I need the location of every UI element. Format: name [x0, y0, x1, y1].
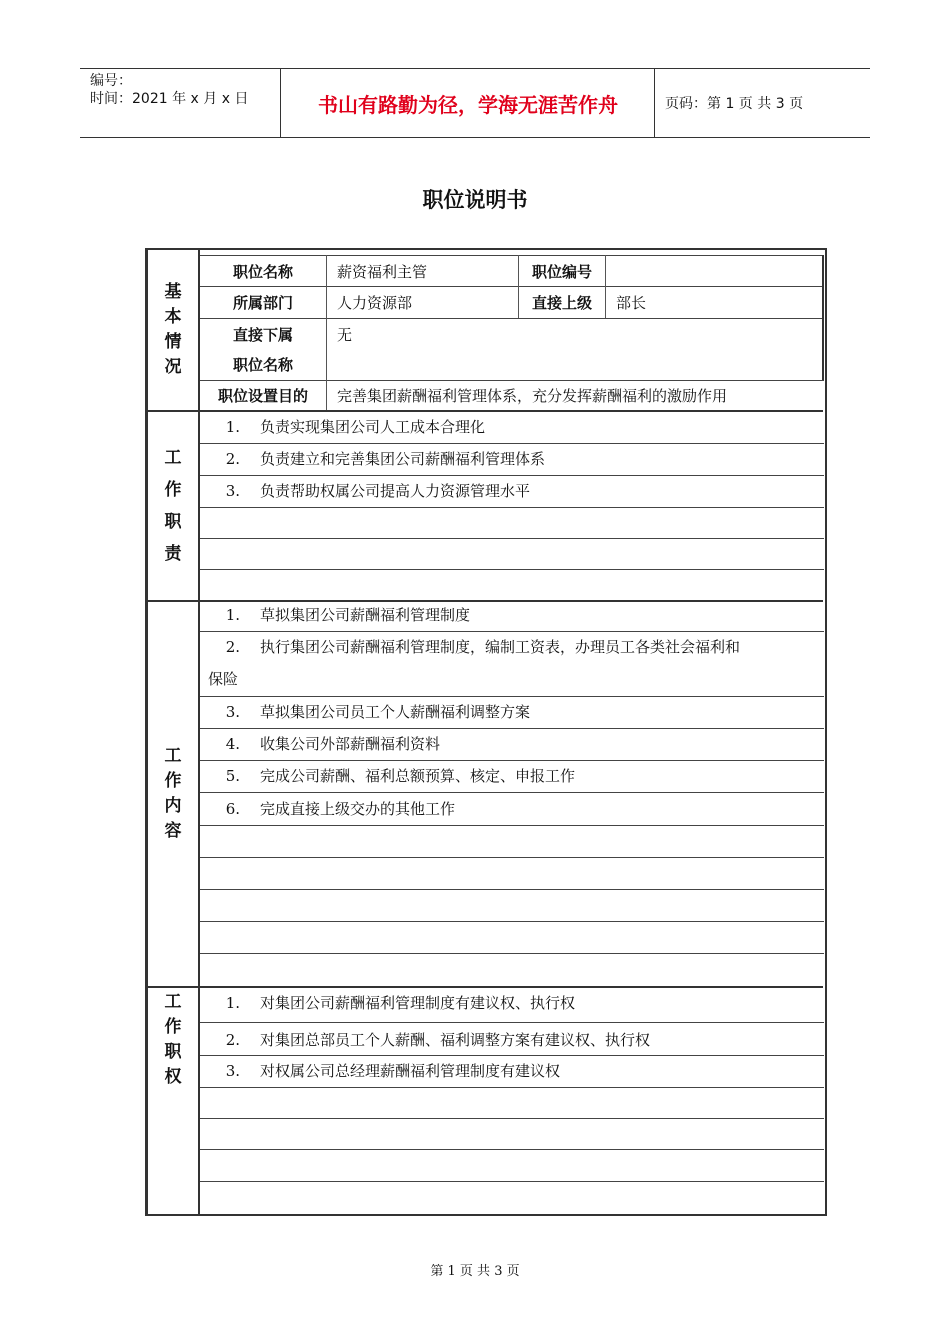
superior-label: 直接上级: [531, 294, 592, 312]
grid-line: [200, 1087, 824, 1088]
list-item: 3. 对权属公司总经理薪酬福利管理制度有建议权: [225, 1062, 561, 1080]
section-label-authority: 工 作 职 权: [164, 992, 182, 1087]
superior-value: 部长: [616, 294, 647, 312]
list-item: 2. 对集团总部员工个人薪酬、福利调整方案有建议权、执行权: [225, 1031, 651, 1049]
header-page-info: 页码：第 1 页 共 3 页: [665, 96, 804, 112]
list-item: 5. 完成公司薪酬、福利总额预算、核定、申报工作: [225, 767, 576, 785]
grid-line: [200, 921, 824, 922]
department-value: 人力资源部: [337, 294, 413, 312]
position-code-label: 职位编号: [531, 262, 592, 281]
list-item-continuation: 保险: [208, 670, 239, 688]
grid-line: [200, 1149, 824, 1150]
section-label-content: 工 作 内 容: [164, 746, 182, 841]
position-name-value: 薪资福利主管: [337, 262, 428, 281]
list-item: 2. 执行集团公司薪酬福利管理制度，编制工资表，办理员工各类社会福利和: [225, 638, 741, 656]
document-title: 职位说明书: [422, 188, 528, 212]
list-item: 1. 负责实现集团公司人工成本合理化: [225, 418, 486, 436]
list-item: 1. 草拟集团公司薪酬福利管理制度: [225, 606, 471, 624]
grid-line: [200, 953, 824, 954]
department-label: 所属部门: [232, 294, 293, 312]
grid-line: [200, 889, 824, 890]
header-meta: [80, 69, 281, 137]
purpose-value: 完善集团薪酬福利管理体系，充分发挥薪酬福利的激励作用: [337, 387, 728, 405]
grid-line: [200, 1181, 824, 1182]
list-item: 4. 收集公司外部薪酬福利资料: [225, 735, 441, 753]
page-footer: 第 1 页 共 3 页: [430, 1264, 520, 1279]
grid-line: [200, 507, 824, 508]
date-line: 时间：2021 年 x 月 x 日: [90, 91, 249, 107]
position-name-label: 职位名称: [232, 262, 293, 281]
page-header: [80, 68, 870, 138]
grid-line: [200, 569, 824, 570]
list-item: 2. 负责建立和完善集团公司薪酬福利管理体系: [225, 450, 546, 468]
number-label: 编号：: [90, 73, 132, 89]
section-label-duties: 工 作 职 责: [164, 448, 182, 564]
purpose-label: 职位设置目的: [217, 387, 308, 405]
list-item: 6. 完成直接上级交办的其他工作: [225, 800, 456, 818]
position-code-value: [606, 256, 822, 286]
header-motto: 书山有路勤为径，学海无涯苦作舟: [282, 69, 655, 137]
list-item: 3. 负责帮助权属公司提高人力资源管理水平: [225, 482, 531, 500]
list-item: 1. 对集团公司薪酬福利管理制度有建议权、执行权: [225, 994, 576, 1012]
grid-line: [200, 1022, 824, 1023]
grid-line: [200, 857, 824, 858]
subordinate-value: 无: [337, 325, 353, 344]
grid-line: [200, 825, 824, 826]
grid-line: [822, 255, 824, 380]
subordinate-label-1: 直接下属: [232, 325, 293, 344]
grid-line: [200, 538, 824, 539]
subordinate-label-2: 职位名称: [232, 355, 293, 374]
grid-line: [200, 1118, 824, 1119]
section-label-basic: 基 本 情 况: [164, 282, 182, 377]
list-item: 3. 草拟集团公司员工个人薪酬福利调整方案: [225, 703, 531, 721]
